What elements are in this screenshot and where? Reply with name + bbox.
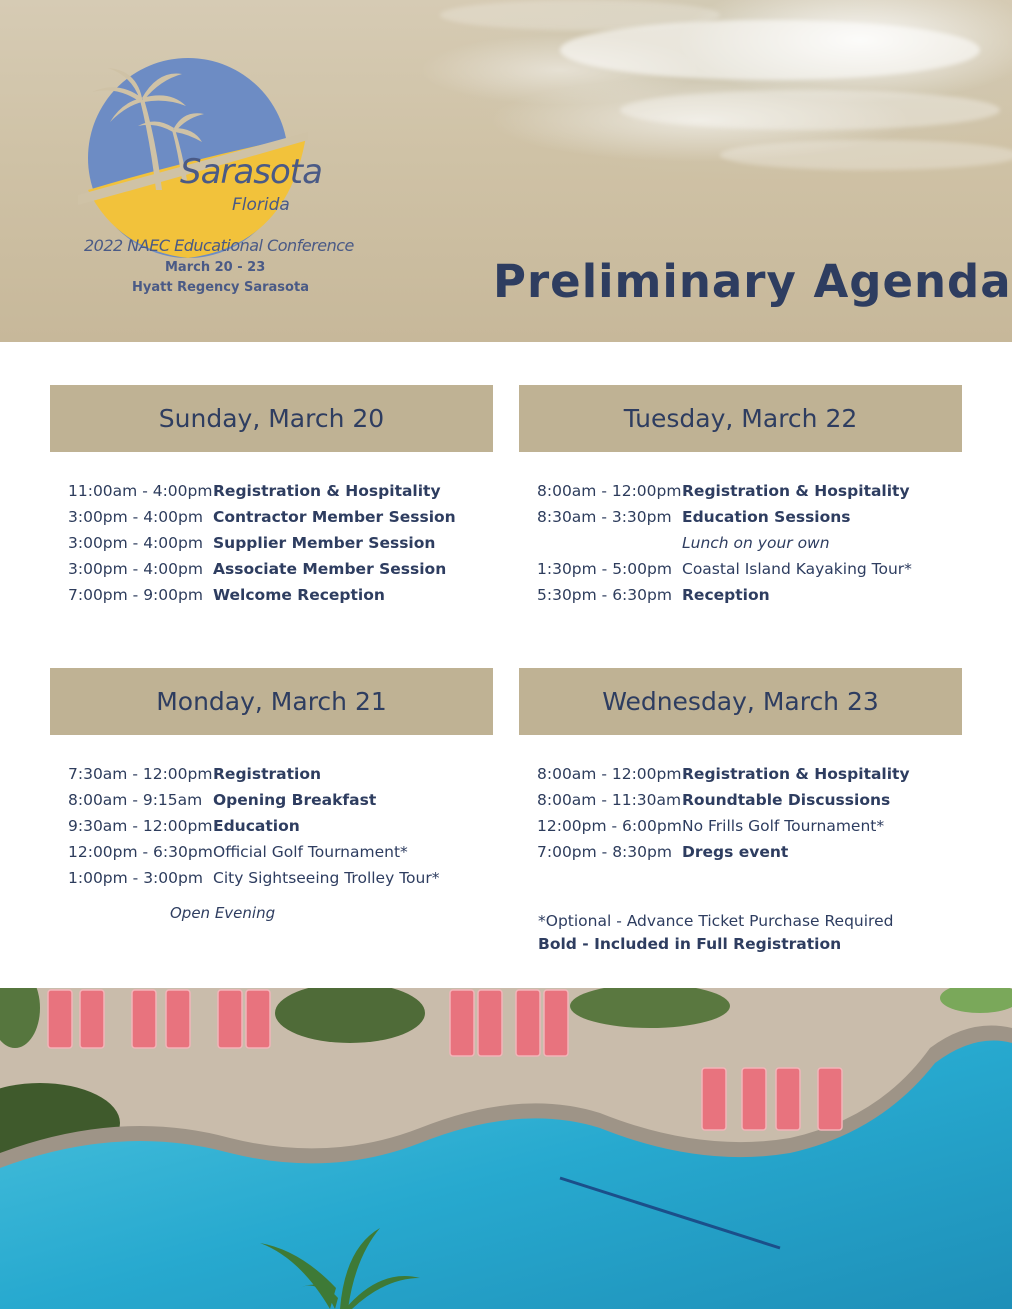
agenda-row [519, 504, 962, 530]
day-heading: Tuesday, March 22 [519, 385, 962, 452]
day-tuesday [519, 385, 962, 608]
agenda-event: Registration [213, 765, 322, 783]
agenda-time: 8:30am - 3:30pm [537, 508, 672, 526]
agenda-row [519, 813, 962, 839]
agenda-row [50, 839, 493, 865]
agenda-event: Supplier Member Session [213, 534, 436, 552]
agenda-event: Education Sessions [682, 508, 851, 526]
agenda-time: 11:00am - 4:00pm [68, 482, 213, 500]
agenda-event: Registration & Hospitality [682, 765, 910, 783]
agenda-time: 1:00pm - 3:00pm [68, 869, 203, 887]
pool-photo [0, 988, 1012, 1309]
agenda-row [519, 478, 962, 504]
agenda-event: Associate Member Session [213, 560, 447, 578]
header-banner [0, 0, 1012, 342]
agenda-time: 8:00am - 9:15am [68, 791, 203, 809]
agenda-time: 8:00am - 12:00pm [537, 482, 682, 500]
logo-conference: 2022 NAEC Educational Conference [84, 236, 354, 255]
agenda-row [519, 787, 962, 813]
agenda-time: 12:00pm - 6:00pm [537, 817, 682, 835]
agenda-time: 7:00pm - 8:30pm [537, 843, 672, 861]
agenda-event: Welcome Reception [213, 586, 385, 604]
agenda-event: Dregs event [682, 843, 789, 861]
agenda-time: 8:00am - 12:00pm [537, 765, 682, 783]
agenda-event: Contractor Member Session [213, 508, 456, 526]
agenda-row [519, 761, 962, 787]
agenda-row [50, 787, 493, 813]
day-wednesday [519, 668, 962, 865]
agenda-row [519, 530, 962, 556]
agenda-row [50, 813, 493, 839]
agenda-event: Coastal Island Kayaking Tour* [682, 560, 912, 578]
agenda-time: 3:00pm - 4:00pm [68, 534, 203, 552]
logo-city: Sarasota [180, 152, 322, 192]
agenda-event: Reception [682, 586, 770, 604]
agenda-event: Official Golf Tournament* [213, 843, 408, 861]
agenda-event: Registration & Hospitality [682, 482, 910, 500]
agenda-event: Education [213, 817, 300, 835]
agenda-event: Opening Breakfast [213, 791, 377, 809]
day-heading: Monday, March 21 [50, 668, 493, 735]
day-monday [50, 668, 493, 891]
agenda-time: 3:00pm - 4:00pm [68, 508, 203, 526]
agenda-row [50, 556, 493, 582]
agenda-event: Registration & Hospitality [213, 482, 441, 500]
day-sunday [50, 385, 493, 608]
agenda-time: 1:30pm - 5:00pm [537, 560, 672, 578]
agenda-row [50, 504, 493, 530]
agenda-row [50, 530, 493, 556]
agenda-time: 7:30am - 12:00pm [68, 765, 213, 783]
logo-state: Florida [232, 195, 290, 215]
agenda-event: No Frills Golf Tournament* [682, 817, 885, 835]
agenda-row [519, 839, 962, 865]
agenda-row [50, 865, 493, 891]
open-evening-note: Open Evening [170, 904, 276, 922]
agenda-event: City Sightseeing Trolley Tour* [213, 869, 440, 887]
agenda-time: 8:00am - 11:30am [537, 791, 682, 809]
bold-note: Bold - Included in Full Registration [538, 935, 842, 953]
page-title: Preliminary Agenda [493, 255, 1012, 308]
optional-note: *Optional - Advance Ticket Purchase Required [538, 912, 894, 930]
day-heading: Sunday, March 20 [50, 385, 493, 452]
logo-venue: Hyatt Regency Sarasota [132, 280, 309, 295]
agenda-time: 9:30am - 12:00pm [68, 817, 213, 835]
agenda-time: 12:00pm - 6:30pm [68, 843, 213, 861]
agenda-row [50, 478, 493, 504]
agenda-row [519, 556, 962, 582]
agenda-time: 3:00pm - 4:00pm [68, 560, 203, 578]
agenda-row [50, 761, 493, 787]
agenda-event: Lunch on your own [682, 534, 830, 552]
agenda-row [519, 582, 962, 608]
logo-dates: March 20 - 23 [165, 260, 266, 275]
agenda-event: Roundtable Discussions [682, 791, 891, 809]
agenda-time: 5:30pm - 6:30pm [537, 586, 672, 604]
agenda-time: 7:00pm - 9:00pm [68, 586, 203, 604]
day-heading: Wednesday, March 23 [519, 668, 962, 735]
agenda-row [50, 582, 493, 608]
